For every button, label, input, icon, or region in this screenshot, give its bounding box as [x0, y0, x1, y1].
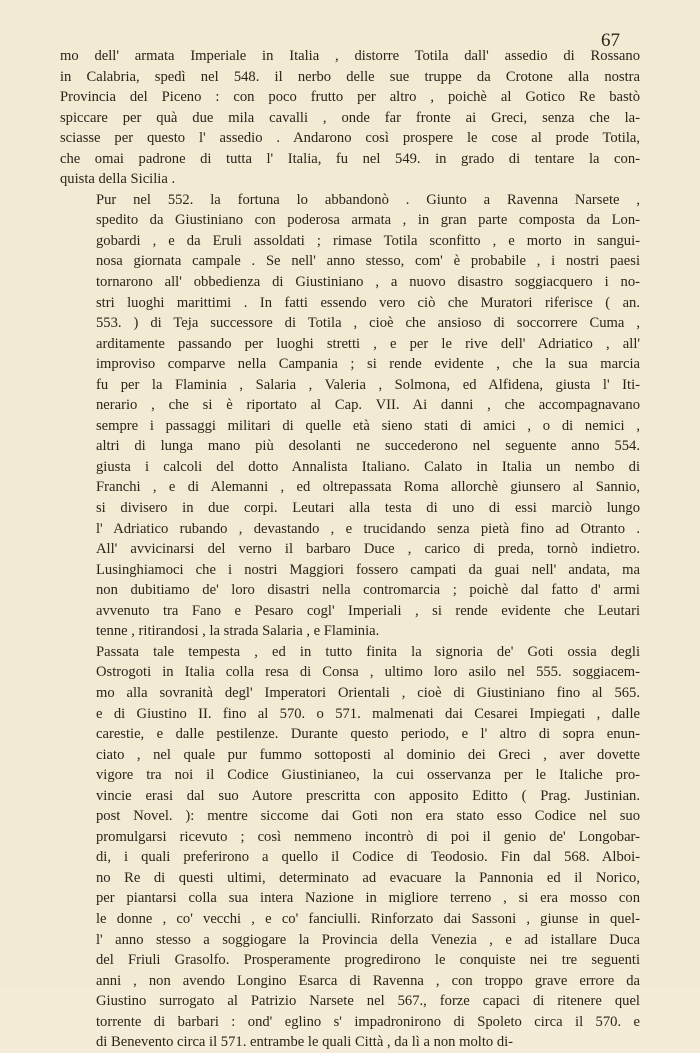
text-line: mo dell' armata Imperiale in Italia , distorre Totila dall' assedio di Rossano	[60, 48, 640, 64]
page-number: 67	[601, 30, 620, 51]
text-line: All' avvicinarsi del verno il barbaro Duce , carico di preda, tornò indietro.	[96, 541, 640, 558]
text-line: Franchi , e di Alemanni , ed oltrepassata Roma allorchè giunsero al Sannio,	[96, 479, 640, 496]
text-line: torrente di barbari : ond' eglino s' impadronirono di Spoleto circa il 570. e	[96, 1013, 640, 1030]
text-line: quista della Sicilia .	[60, 171, 176, 188]
text-line: in Calabria, spedì nel 548. il nerbo delle sue truppe da Crotone alla nostra	[60, 68, 640, 85]
text-line: altri di lunga mano più desolanti ne succederono nel seguente anno 554.	[96, 438, 640, 455]
text-line: spedito da Giustiniano con poderosa armata , in gran parte composta da Lon-	[96, 212, 640, 229]
text-line: Ostrogoti in Italia colla resa di Consa , ultimo loro asilo nel 555. soggiacem-	[96, 664, 640, 681]
text-line: gobardi , e da Eruli assoldati ; rimase Totila sconfitto , e morto in sangui-	[96, 232, 640, 249]
text-line: tenne , ritirandosi , la strada Salaria , e Flaminia.	[96, 623, 380, 640]
text-line: vigore tra noi il Codice Giustinianeo, la cui osservanza per le Italiche pro-	[96, 767, 640, 784]
text-line: stri luoghi marittimi . In fatti essendo vero ciò che Muratori riferisce ( an.	[96, 294, 640, 311]
text-line: promulgarsi ricevuto ; così nemmeno incontrò di poi il genio de' Longobar-	[96, 828, 640, 845]
text-line: Pur nel 552. la fortuna lo abbandonò . Giunto a Ravenna Narsete ,	[96, 191, 640, 208]
paragraph	[60, 642, 640, 1053]
text-line: l' anno stesso a soggiogare la Provincia della Venezia , e ad istallare Duca	[96, 931, 640, 948]
paragraph	[60, 46, 640, 190]
text-line: spiccare per quà due mila cavalli , onde far fronte ai Greci, senza che la-	[60, 109, 640, 126]
text-line: Passata tale tempesta , ed in tutto finita la signoria de' Goti ossia degli	[96, 643, 640, 660]
text-line: arditamente passando per luoghi stretti , e per le rive dell' Adriatico , all'	[96, 335, 640, 352]
text-line: Provincia del Piceno : con poco frutto per altro , poichè al Gotico Re bastò	[60, 89, 640, 106]
text-line: si divisero in due corpi. Leutari alla testa di uno di essi marciò lungo	[96, 500, 640, 517]
body-text	[60, 46, 640, 1053]
paragraph	[60, 190, 640, 642]
text-line: sciasse per questo l' assedio . Andarono così prospere le cose al prode Totila,	[60, 130, 640, 147]
text-line: 553. ) di Teja successore di Totila , cioè che ansioso di soccorrere Cuma ,	[96, 315, 640, 332]
text-line: del Friuli Grasolfo. Prosperamente progredirono le conquiste nei tre seguenti	[96, 952, 640, 969]
text-line: post Novel. ): mentre siccome dai Goti non era stato esso Codice nel suo	[96, 808, 640, 825]
text-line: improviso comparve nella Campania ; si rende evidente , che la sua marcia	[96, 356, 640, 373]
text-line: e di Giustino II. fino al 570. o 571. malmenati dai Cesarei Impiegati , dalle	[96, 705, 640, 722]
text-line: fu per la Flaminia , Salaria , Valeria , Solmona, ed Alfidena, giusta l' Iti-	[96, 376, 640, 393]
text-line: per piantarsi colla sua intera Nazione in migliore terreno , si era mosso con	[96, 890, 640, 907]
text-line: vincie erasi dal suo Autore prescritta con apposito Editto ( Prag. Justinian.	[96, 787, 640, 804]
text-line: avvenuto tra Fano e Pesaro cogl' Imperiali , si rende evidente che Leutari	[96, 602, 640, 619]
text-line: carestie, e dalle pestilenze. Durante questo periodo, e l' altro di sopra enun-	[96, 726, 640, 743]
text-line: sempre i passaggi militari di quelle età sieno stati di amici , o di nemici ,	[96, 417, 640, 434]
text-line: Lusinghiamoci che i nostri Maggiori fossero campati da guai nell' andata, ma	[96, 561, 640, 578]
text-line: di Benevento circa il 571. entrambe le quali Città , da lì a non molto di-	[96, 1034, 514, 1051]
text-line: anni , non avendo Longino Esarca di Ravenna , con troppo grave errore da	[96, 972, 640, 989]
text-line: giusta i calcoli del dotto Annalista Italiano. Calato in Italia un nembo di	[96, 458, 640, 475]
text-line: che omai padrone di tutta l' Italia, fu nel 549. in grado di tentare la con-	[60, 150, 640, 167]
text-line: mo alla sovranità degl' Imperatori Orientali , cioè di Giustiniano fino al 565.	[96, 684, 640, 701]
text-line: tornarono all' obbedienza di Giustiniano , a nuovo disastro soggiacquero i no-	[96, 274, 640, 291]
text-line: di, i quali preferirono a quello il Codice di Teodosio. Fin dal 568. Alboi-	[96, 849, 640, 866]
text-line: no Re di questi ultimi, determinato ad evacuare la Pannonia ed il Norico,	[96, 869, 640, 886]
text-line: Giustino surrogato al Patrizio Narsete nel 567., forze capaci di ritenere quel	[96, 993, 640, 1010]
text-line: ciato , nel quale pur fummo sottoposti al dominio dei Greci , aver dovette	[96, 746, 640, 763]
text-line: nosa giornata campale . Se nell' anno stesso, com' è probabile , i nostri paesi	[96, 253, 640, 270]
text-line: le donne , co' vecchi , e co' fanciulli. Rinforzato dai Sassoni , giunse in quel-	[96, 910, 640, 927]
text-line: nerario , che si è riportato al Cap. VII. Ai danni , che accompagnavano	[96, 397, 640, 414]
text-line: l' Adriatico rubando , devastando , e trucidando senza pietà fino ad Otranto .	[96, 520, 640, 537]
text-line: non dubitiamo de' loro disastri nella contromarcia ; poichè dal fatto d' armi	[96, 582, 640, 599]
